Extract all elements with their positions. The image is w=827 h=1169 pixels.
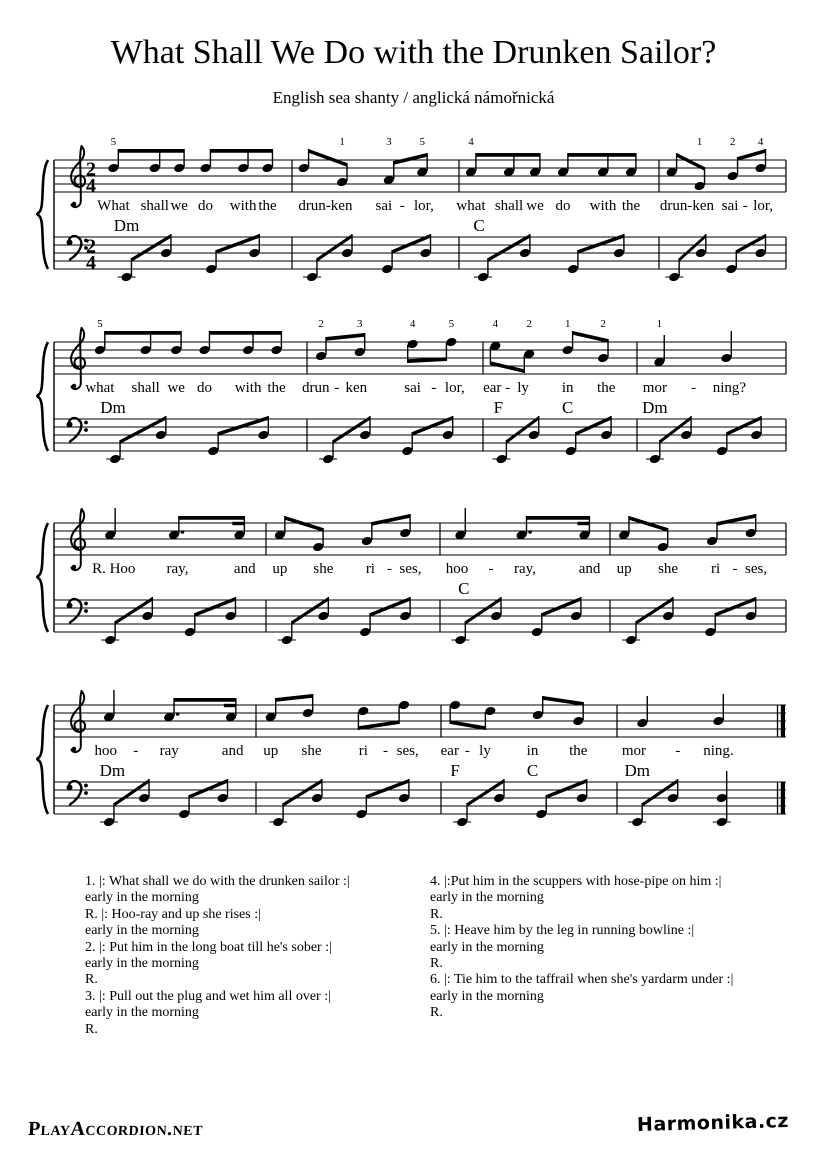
fingering-number: 4 <box>757 136 764 148</box>
lyric-syllable: do <box>198 198 214 214</box>
lyric-syllable: the <box>267 380 286 396</box>
verse-line: R. <box>430 1005 443 1021</box>
beam <box>115 597 152 625</box>
lyric-syllable: ses, <box>396 743 419 759</box>
lyric-syllable: up <box>272 561 288 577</box>
fingering-number: 4 <box>409 318 416 330</box>
lyric-syllable: lor, <box>414 198 434 214</box>
time-signature-top: 2 <box>86 235 96 258</box>
lyric-syllable: up <box>263 743 279 759</box>
verse-line: early in the morning <box>430 890 544 906</box>
treble-clef-dot <box>72 565 77 570</box>
lyric-syllable: shall <box>494 198 524 214</box>
fingering-number: 5 <box>448 318 455 330</box>
lyric-syllable: ning. <box>703 743 734 759</box>
verse-line: R. |: Hoo-ray and up she rises :| <box>85 906 261 922</box>
treble-clef-spiral <box>71 146 85 187</box>
treble-clef-icon <box>71 509 85 570</box>
chord-symbol: Dm <box>113 216 140 235</box>
lyric-syllable: we <box>526 198 544 214</box>
lyric-syllable: hoo <box>445 561 469 577</box>
sixteenth-beam <box>224 704 236 707</box>
beam <box>317 234 352 262</box>
lyric-syllable: ning? <box>712 380 747 396</box>
fingering-number: 3 <box>357 318 363 330</box>
beam <box>283 779 322 807</box>
beam <box>292 597 329 625</box>
verse-line: 5. |: Heave him by the leg in running bowline :| <box>430 923 695 939</box>
lyric-syllable: - <box>133 743 139 759</box>
bass-clef-dot <box>84 421 88 425</box>
verse-line: early in the morning <box>430 939 544 955</box>
beam <box>210 149 272 153</box>
lyric-syllable: and <box>221 743 244 759</box>
time-signature-bottom: 4 <box>86 252 96 274</box>
lyric-syllable: do <box>555 198 571 214</box>
lyric-syllable: mor <box>642 380 667 396</box>
verse-line: 4. |:Put him in the scuppers with hose-pipe on him :| <box>430 874 722 889</box>
bass-clef-icon <box>67 236 88 259</box>
verse-line: 6. |: Tie him to the taffrail when she's yardarm under :| <box>430 972 734 988</box>
lyric-syllable: ri <box>365 561 375 577</box>
lyric-syllable: with <box>229 198 257 214</box>
system-brace <box>37 523 48 632</box>
lyric-syllable: drun-ken <box>298 198 353 214</box>
beam <box>506 416 538 444</box>
music-system-1 <box>34 132 804 290</box>
verse-line: 1. |: What shall we do with the drunken sailor :| <box>85 874 350 889</box>
verses-left <box>85 874 350 1038</box>
page-subtitle: English sea shanty / anglická námořnická <box>272 88 555 107</box>
lyric-syllable: shall <box>140 198 169 214</box>
beam <box>209 331 281 335</box>
bass-clef-curve <box>69 418 81 441</box>
final-barline-thick <box>781 782 785 814</box>
lyric-syllable: up <box>616 561 632 577</box>
beam <box>490 361 524 373</box>
verse-line: early in the morning <box>85 1005 199 1021</box>
chord-symbol: C <box>473 216 485 235</box>
lyric-syllable: mor <box>621 743 646 759</box>
fingering-number: 1 <box>339 136 345 148</box>
fingering-number: 5 <box>110 136 117 148</box>
beam <box>105 331 181 335</box>
lyric-syllable: - <box>431 380 437 396</box>
verse-line: R. <box>85 1021 98 1037</box>
fingering-number: 4 <box>468 136 474 148</box>
beam <box>660 416 691 444</box>
bass-clef-dot <box>84 609 88 613</box>
final-barline-thick <box>781 705 785 737</box>
chord-symbol: C <box>526 761 539 780</box>
lyric-syllable: what <box>456 198 486 214</box>
fingering-number: 2 <box>526 318 532 330</box>
beam <box>568 153 636 157</box>
lyric-syllable: ear <box>483 380 502 396</box>
lyric-syllable: the <box>597 380 616 396</box>
beam <box>465 597 501 625</box>
lyric-syllable: - <box>334 380 340 396</box>
bass-clef-dot <box>84 791 88 795</box>
fingering-number: 3 <box>386 136 392 148</box>
chord-symbol: C <box>562 398 574 417</box>
fingering-number: 5 <box>419 136 426 148</box>
lyric-syllable: ri <box>711 561 721 577</box>
beam <box>114 779 149 807</box>
bass-clef-dot <box>84 602 88 606</box>
beam <box>476 153 540 157</box>
lyric-syllable: lor, <box>444 380 465 396</box>
treble-clef-spiral <box>71 328 85 369</box>
lyric-syllable: drun-ken <box>659 198 715 214</box>
lyric-syllable: sai <box>721 198 739 214</box>
sixteenth-beam <box>232 522 244 525</box>
playaccordion-logo: PlayAccordion.net <box>27 1118 204 1140</box>
treble-clef-icon <box>71 328 85 389</box>
beam <box>394 153 427 165</box>
beam <box>636 597 673 625</box>
lyric-syllable: - <box>387 561 393 577</box>
lyric-syllable: ses, <box>745 561 768 577</box>
beam <box>120 416 166 444</box>
chord-symbol: F <box>493 398 504 417</box>
chord-symbol: F <box>450 761 460 780</box>
verse-line: early in the morning <box>85 923 199 939</box>
beam <box>276 694 313 702</box>
lyric-syllable: sai <box>375 198 393 214</box>
lyric-syllable: ken <box>345 380 368 396</box>
beam <box>309 149 347 167</box>
treble-clef-spiral <box>71 509 85 550</box>
beam <box>629 516 668 532</box>
verse-line: early in the morning <box>85 956 199 972</box>
bass-clef-curve <box>69 781 81 804</box>
beam <box>467 779 504 807</box>
augmentation-dot <box>181 530 185 534</box>
lyric-syllable: hoo <box>94 743 117 759</box>
lyric-syllable: she <box>301 743 322 759</box>
augmentation-dot <box>528 530 532 534</box>
verse-line: early in the morning <box>85 890 199 906</box>
lyric-syllable: with <box>589 198 617 214</box>
lyric-syllable: - <box>505 380 511 396</box>
fingering-number: 5 <box>97 318 103 330</box>
beam <box>174 698 236 702</box>
lyric-syllable: What <box>97 198 130 214</box>
lyric-syllable: drun <box>302 380 330 396</box>
bass-clef-dot <box>84 428 88 432</box>
system-brace <box>37 342 48 451</box>
verse-line: R. <box>430 906 443 922</box>
fingering-number: 2 <box>600 318 606 330</box>
bass-clef-icon <box>67 599 88 622</box>
lyric-syllable: - <box>383 743 388 759</box>
chord-symbol: Dm <box>99 761 126 780</box>
treble-clef-spiral <box>71 691 85 732</box>
verse-line: R. <box>85 972 98 988</box>
fingering-number: 2 <box>318 318 324 330</box>
music-system-4 <box>34 677 804 835</box>
lyric-syllable: the <box>569 743 588 759</box>
beam <box>131 234 170 262</box>
lyric-syllable: - <box>742 198 748 214</box>
lyric-syllable: ray, <box>514 561 536 577</box>
chord-symbol: C <box>458 579 470 598</box>
lyric-syllable: she <box>313 561 334 577</box>
lyric-syllable: and <box>233 561 256 577</box>
verse-line: 3. |: Pull out the plug and wet him all over :| <box>85 988 331 1004</box>
lyric-syllable: in <box>526 743 539 759</box>
page-title: What Shall We Do with the Drunken Sailor? <box>110 34 717 71</box>
fingering-number: 1 <box>656 318 663 330</box>
lyric-syllable: ri <box>358 743 368 759</box>
lyric-syllable: shall <box>131 380 160 396</box>
lyric-syllable: R. Hoo <box>92 561 136 577</box>
lyric-syllable: - <box>488 561 494 577</box>
fingering-number: 2 <box>729 136 736 148</box>
beam <box>679 234 706 262</box>
lyric-syllable: in <box>561 380 574 396</box>
beam <box>333 416 370 444</box>
system-brace <box>37 160 48 269</box>
music-system-3 <box>34 495 804 653</box>
lyric-syllable: ly <box>479 743 491 759</box>
beam <box>372 514 410 526</box>
lyric-syllable: and <box>578 561 601 577</box>
beam <box>527 516 590 520</box>
bass-clef-icon <box>67 418 88 441</box>
bass-clef-curve <box>69 599 81 622</box>
verses-right <box>430 874 733 1022</box>
lyric-syllable: we <box>170 198 188 214</box>
music-system-2 <box>34 314 804 472</box>
lyric-syllable: - <box>675 743 681 759</box>
verse-line: 2. |: Put him in the long boat till he's sober :| <box>85 939 332 955</box>
chord-symbol: Dm <box>624 761 651 780</box>
lyric-syllable: ear <box>440 743 459 759</box>
lyric-syllable: - <box>732 561 738 577</box>
lyric-syllable: the <box>258 198 277 214</box>
lyric-syllable: she <box>658 561 679 577</box>
bass-clef-curve <box>69 236 81 259</box>
beam <box>326 333 365 341</box>
lyric-syllable: ray, <box>166 561 189 577</box>
beam <box>543 696 583 706</box>
verse-line: early in the morning <box>430 988 544 1004</box>
lyric-syllable: ly <box>517 380 529 396</box>
treble-clef-dot <box>72 202 77 207</box>
beam <box>717 514 756 526</box>
augmentation-dot <box>176 712 180 716</box>
beam <box>179 516 244 520</box>
lyric-syllable: we <box>167 380 185 396</box>
fingering-number: 1 <box>564 318 571 330</box>
verse-line: R. <box>430 956 443 972</box>
treble-clef-icon <box>71 146 85 207</box>
beam <box>488 234 530 262</box>
treble-clef-dot <box>72 384 77 389</box>
system-brace <box>37 705 48 814</box>
lyric-syllable: with <box>234 380 262 396</box>
lyric-syllable: - <box>691 380 697 396</box>
lyric-syllable: lor, <box>753 198 774 214</box>
sixteenth-beam <box>577 522 589 525</box>
beam <box>738 149 766 161</box>
beam <box>573 331 608 343</box>
beam <box>642 779 677 807</box>
fingering-number: 1 <box>696 136 703 148</box>
beam <box>285 516 323 532</box>
time-signature-bottom: 4 <box>86 175 96 197</box>
lyric-syllable: - <box>464 743 470 759</box>
chord-symbol: Dm <box>100 398 126 417</box>
time-signature-top: 2 <box>86 158 96 181</box>
lyric-syllable: ses, <box>399 561 422 577</box>
lyric-syllable: what <box>85 380 115 396</box>
lyric-syllable: ray <box>159 743 179 759</box>
bass-clef-icon <box>67 781 88 804</box>
lyric-syllable: the <box>621 198 641 214</box>
treble-clef-icon <box>71 691 85 752</box>
bass-clef-dot <box>84 784 88 788</box>
chord-symbol: Dm <box>642 398 668 417</box>
treble-clef-dot <box>72 747 77 752</box>
harmonika-logo: Harmonika.cz <box>636 1110 790 1136</box>
beam <box>118 149 184 153</box>
lyric-syllable: do <box>197 380 213 396</box>
lyric-syllable: - <box>399 198 405 214</box>
fingering-number: 4 <box>492 318 499 330</box>
lyric-syllable: sai <box>404 380 421 396</box>
